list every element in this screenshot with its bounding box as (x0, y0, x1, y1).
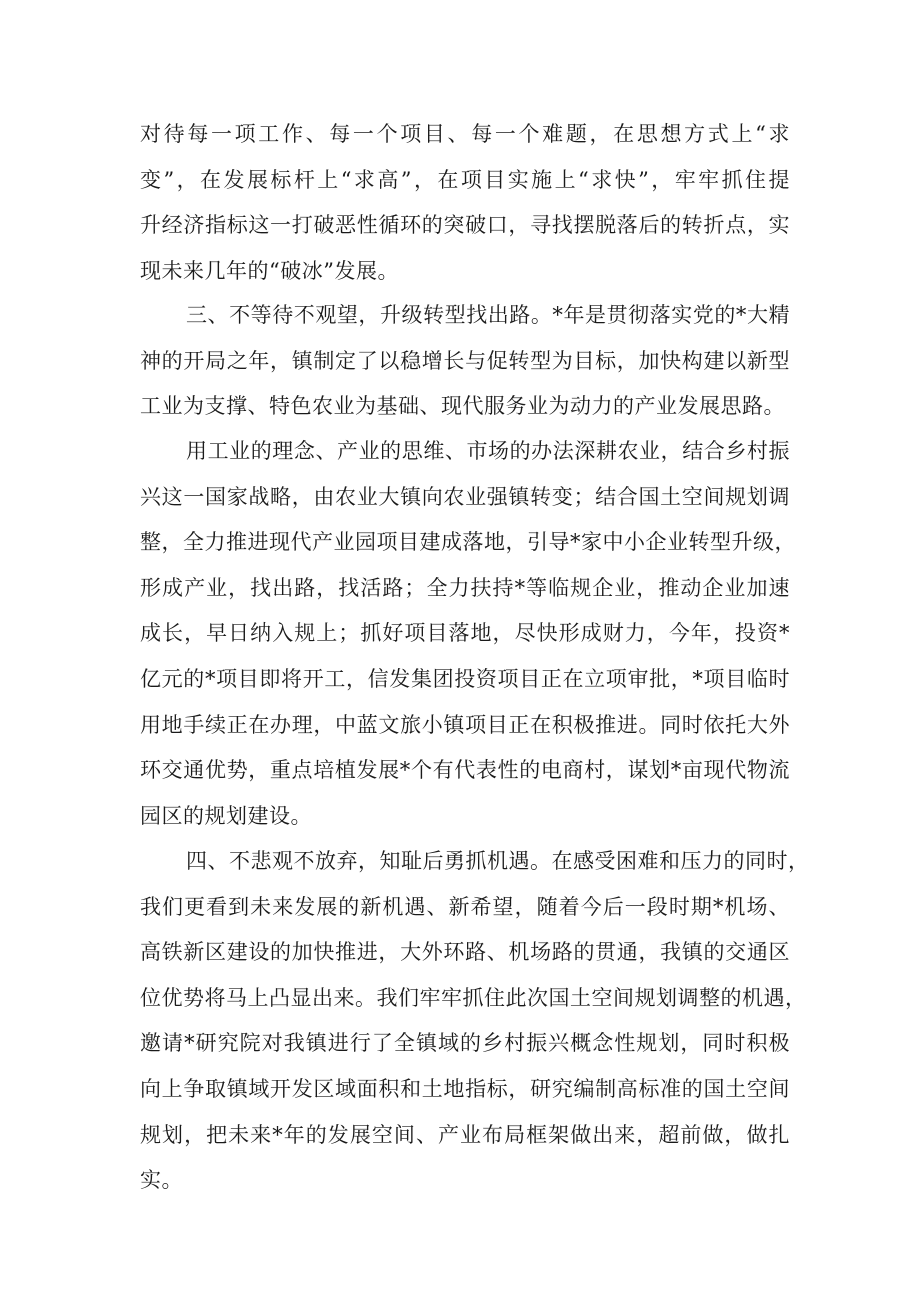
text-line: 神的开局之年，镇制定了以稳增长与促转型为目标，加快构建以新型 (140, 348, 790, 373)
text-line: 成长，早日纳入规上；抓好项目落地，尽快形成财力，今年，投资* (140, 621, 790, 646)
text-line: 形成产业，找出路，找活路；全力扶持*等临规企业，推动企业加速 (140, 575, 790, 600)
text-line: 四、不悲观不放弃，知耻后勇抓机遇。在感受困难和压力的同时， (186, 849, 810, 873)
text-line: 邀请*研究院对我镇进行了全镇域的乡村振兴概念性规划，同时积极 (140, 1031, 790, 1056)
text-line: 升经济指标这一打破恶性循环的突破口，寻找摆脱落后的转折点，实 (140, 213, 790, 238)
text-line: 对待每一项工作、每一个项目、每一个难题，在思想方式上“求 (140, 122, 790, 146)
text-line: 亿元的*项目即将开工，信发集团投资项目正在立项审批，*项目临时 (140, 666, 790, 691)
paragraph-2 (140, 293, 790, 430)
paragraph-4 (140, 839, 810, 1204)
text-line: 工业为支撑、特色农业为基础、现代服务业为动力的产业发展思路。 (140, 394, 785, 419)
text-line: 实。 (140, 1168, 183, 1193)
text-line: 兴这一国家战略，由农业大镇向农业强镇转变；结合国土空间规划调 (140, 484, 790, 509)
text-line: 环交通优势，重点培植发展*个有代表性的电商村，谋划*亩现代物流 (140, 758, 790, 783)
text-line: 高铁新区建设的加快推进，大外环路、机场路的贯通，我镇的交通区 (140, 940, 790, 965)
text-line: 位优势将马上凸显出来。我们牢牢抓住此次国土空间规划调整的机遇， (140, 985, 807, 1010)
text-line: 现未来几年的“破冰”发展。 (140, 258, 399, 283)
paragraph-3 (140, 429, 796, 839)
text-line: 我们更看到未来发展的新机遇、新希望，随着今后一段时期*机场、 (140, 894, 790, 919)
text-line: 向上争取镇域开发区域面积和土地指标，研究编制高标准的国土空间 (140, 1076, 790, 1101)
text-line: 三、不等待不观望，升级转型找出路。*年是贯彻落实党的*大精 (186, 303, 790, 327)
text-line: 规划，把未来*年的发展空间、产业布局框架做出来，超前做，做扎 (140, 1122, 790, 1147)
text-line: 用工业的理念、产业的思维、市场的办法深耕农业，结合乡村振 (186, 439, 790, 463)
text-line: 园区的规划建设。 (140, 803, 312, 828)
text-line: 整，全力推进现代产业园项目建成落地，引导*家中小企业转型升级， (140, 530, 796, 555)
paragraph-1 (140, 112, 790, 294)
text-line: 变”，在发展标杆上“求高”，在项目实施上“求快”，牢牢抓住提 (140, 167, 790, 192)
text-line: 用地手续正在办理，中蓝文旅小镇项目正在积极推进。同时依托大外 (140, 712, 790, 737)
